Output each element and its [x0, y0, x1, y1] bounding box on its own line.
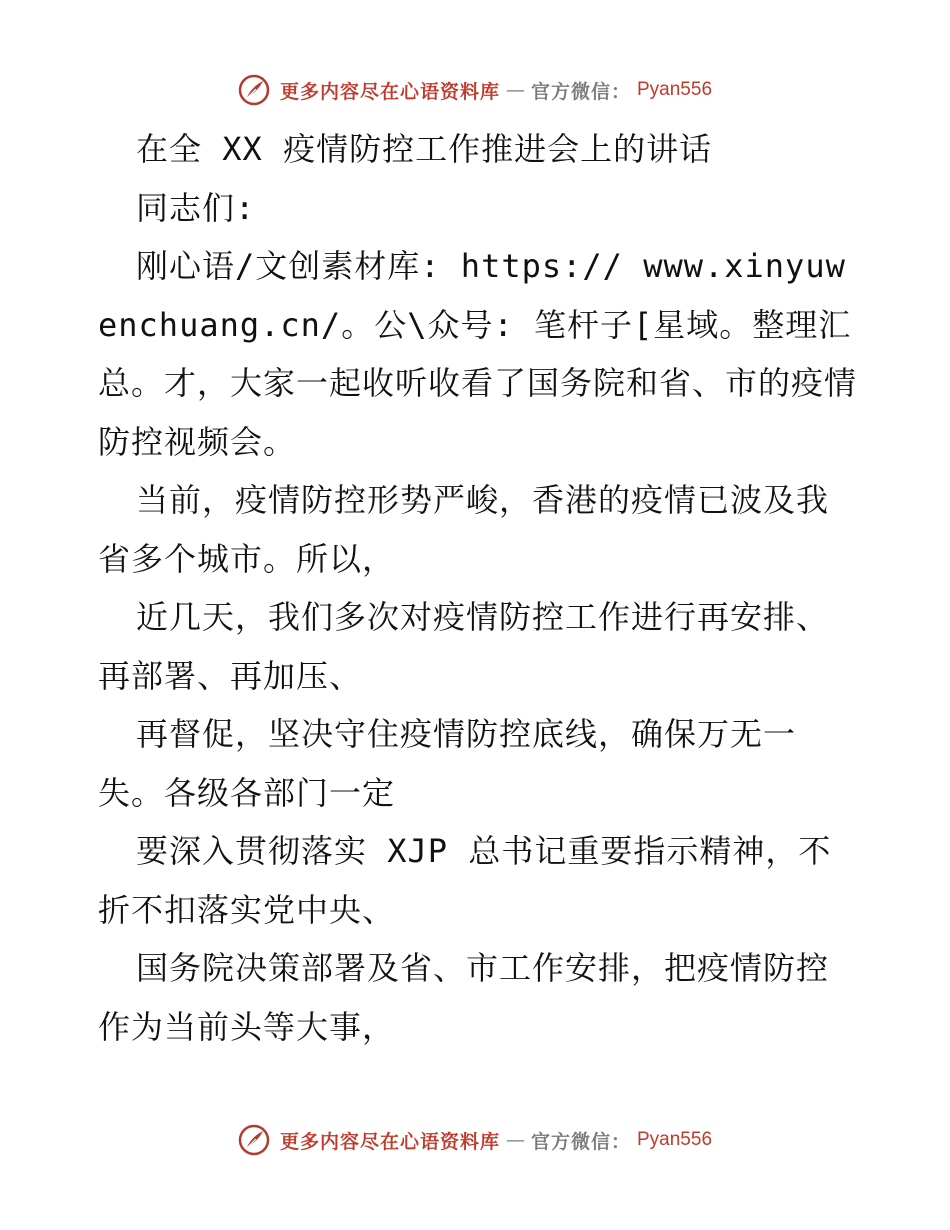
banner-wechat-id: Pyan556 — [637, 79, 713, 100]
banner-label: 官方微信： — [530, 1130, 631, 1153]
paragraph: 国务院决策部署及省、市工作安排，把疫情防控作为当前头等大事， — [98, 949, 830, 1046]
feather-logo-icon — [238, 74, 270, 106]
banner-text: 更多内容尽在心语资料库 — [279, 1130, 500, 1153]
document-title: 在全 XX 疫情防控工作推进会上的讲话 — [136, 130, 713, 168]
header-banner — [0, 70, 950, 110]
paragraph: 刚心语/文创素材库: https:// www.xinyuwenchuang.cn/。公\众号: 笔杆子[星域。整理汇总。才，大家一起收听收看了国务院和省、市的疫情防控视频会。 — [98, 247, 858, 461]
banner-text: 更多内容尽在心语资料库 — [279, 80, 500, 103]
banner-wechat-id: Pyan556 — [637, 1129, 713, 1150]
banner-label: 官方微信： — [530, 80, 631, 103]
paragraph: 再督促，坚决守住疫情防控底线，确保万无一失。各级各部门一定 — [98, 715, 797, 812]
document-body — [98, 120, 858, 1056]
banner-dash: — — [505, 79, 525, 101]
feather-logo-icon — [238, 1124, 270, 1156]
footer-banner — [0, 1120, 950, 1160]
banner-dash: — — [505, 1129, 525, 1151]
paragraph: 当前，疫情防控形势严峻，香港的疫情已波及我省多个城市。所以， — [98, 481, 830, 578]
paragraph: 要深入贯彻落实 XJP 总书记重要指示精神，不折不扣落实党中央、 — [98, 832, 832, 929]
paragraph: 近几天，我们多次对疫情防控工作进行再安排、再部署、再加压、 — [98, 598, 830, 695]
paragraph: 同志们: — [136, 188, 256, 227]
